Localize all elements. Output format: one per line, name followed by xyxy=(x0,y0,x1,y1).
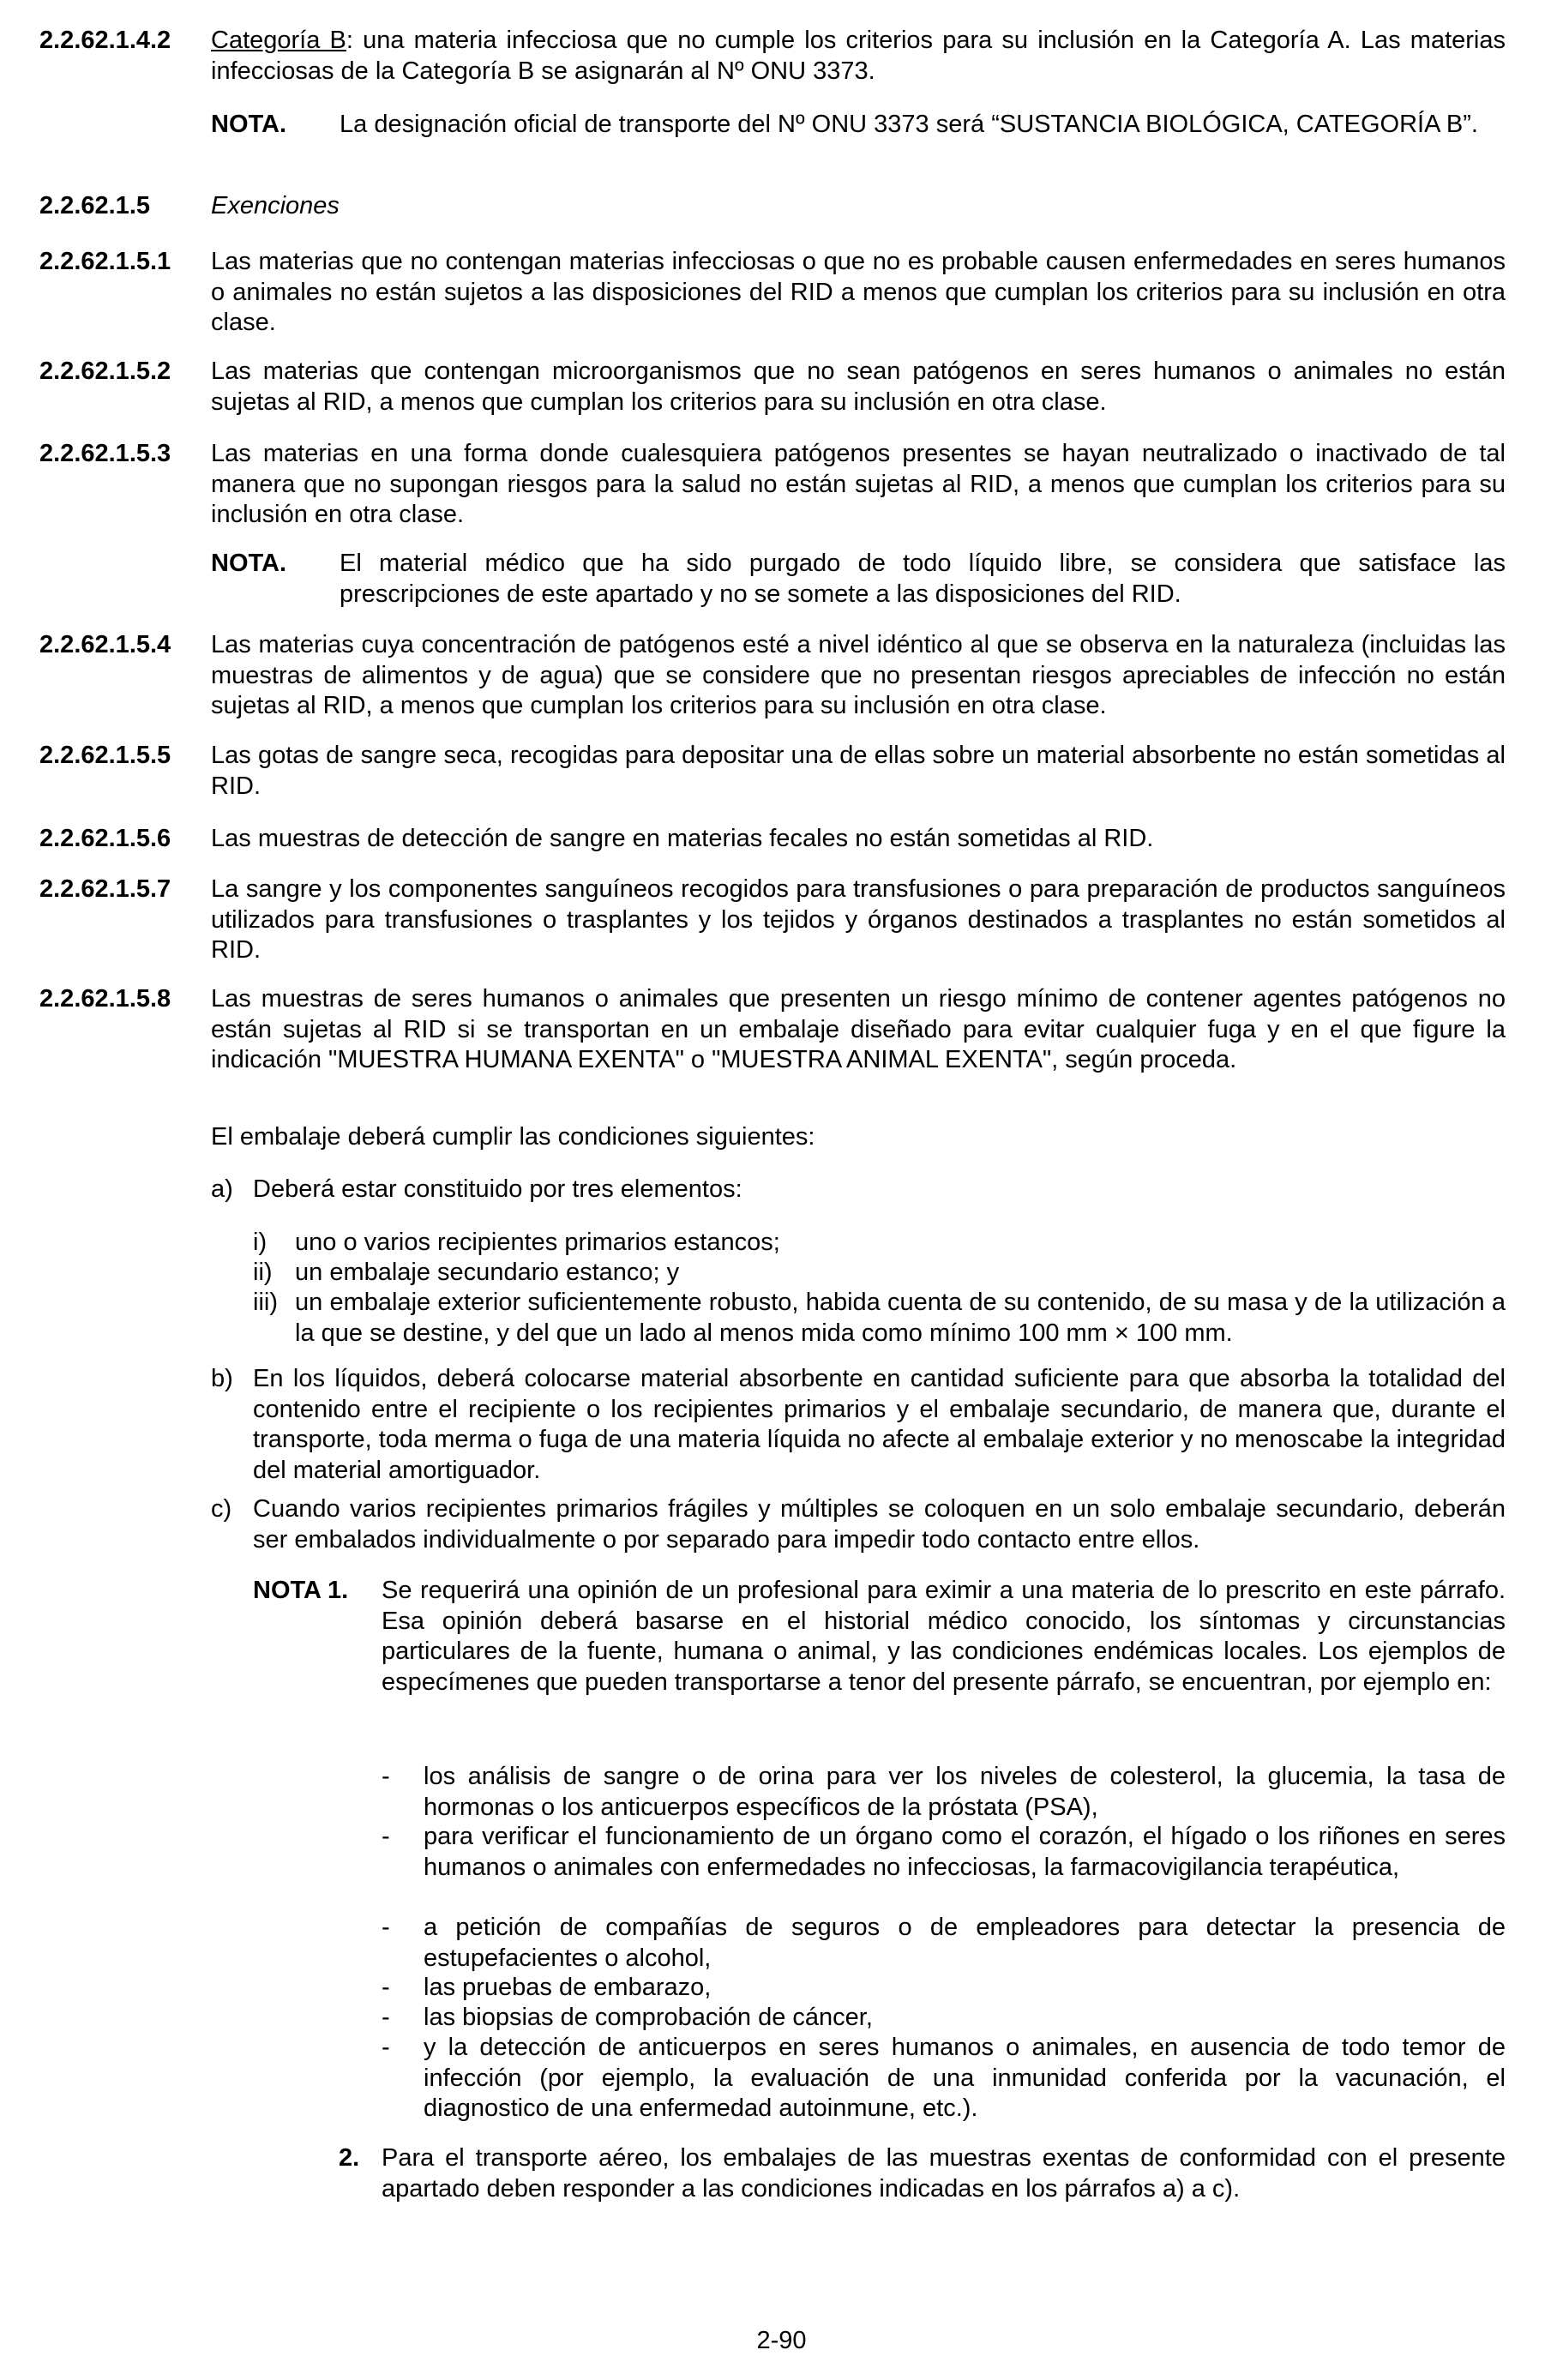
paragraph-number: 2.2.62.1.5.8 xyxy=(39,985,171,1013)
note-text: La designación oficial de transporte del Nº ONU 3373 será “SUSTANCIA BIOLÓGICA, CATEGORÍA B”. xyxy=(340,111,1478,138)
example-text: y la detección de anticuerpos en seres humanos o animales, en ausencia de todo temor de infección (por ejemplo, la evaluación de una inmunidad conferida por la vacunación, el diagnostico de una enfermedad autoinmune, etc.). xyxy=(424,2034,1506,2122)
note-text: El material médico que ha sido purgado de todo líquido libre, se considera que satisface las prescripciones de este apartado y no se somete a las disposiciones del RID. xyxy=(340,550,1506,608)
condition-text: En los líquidos, deberá colocarse material absorbente en cantidad suficiente para que absorba la totalidad del contenido entre el recipiente o los recipientes primarios y el embalaje secundario, de manera que, durante el transporte, toda merma o fuga de una materia líquida no afecte al embalaje exterior y no menoscabe la integridad del material amortiguador. xyxy=(253,1365,1506,1484)
example-text: para verificar el funcionamiento de un órgano como el corazón, el hígado o los riñones en seres humanos o animales con enfermedades no infecciosas, la farmacovigilancia terapéutica, xyxy=(424,1823,1506,1881)
condition-text: Deberá estar constituido por tres elementos: xyxy=(253,1175,742,1203)
dash-bullet: - xyxy=(382,1823,390,1850)
section-title: Exenciones xyxy=(211,192,340,219)
paragraph-number: 2.2.62.1.5.6 xyxy=(39,825,171,852)
page-number: 2-90 xyxy=(756,2327,807,2354)
paragraph-number: 2.2.62.1.5.1 xyxy=(39,248,171,275)
paragraph-text: Las materias en una forma donde cualesquiera patógenos presentes se hayan neutralizado o inactivado de tal manera que no supongan riesgos para la salud no están sujetas al RID, a menos que cumplan los criterios para su inclusión en otra clase. xyxy=(211,440,1506,528)
paragraph-number: 2.2.62.1.4.2 xyxy=(39,27,171,54)
section-number: 2.2.62.1.5 xyxy=(39,192,150,219)
paragraph-number: 2.2.62.1.5.7 xyxy=(39,875,171,903)
note-label: NOTA. xyxy=(211,550,287,577)
example-text: las pruebas de embarazo, xyxy=(424,1974,712,2001)
paragraph-number: 2.2.62.1.5.3 xyxy=(39,440,171,467)
subitem-text: uno o varios recipientes primarios estancos; xyxy=(295,1229,780,1256)
paragraph-text: Las materias que no contengan materias infecciosas o que no es probable causen enfermedades en seres humanos o animales no están sujetos a las disposiciones del RID a menos que cumplan los criterios para su inclusión en otra clase. xyxy=(211,248,1506,336)
paragraph-text: Categoría B: una materia infecciosa que no cumple los criterios para su inclusión en la Categoría A. Las materias infecciosas de la Categoría B se asignarán al Nº ONU 3373. xyxy=(211,27,1506,85)
note-text: Se requerirá una opinión de un profesional para eximir a una materia de lo prescrito en este párrafo. Esa opinión deberá basarse en el historial médico conocido, los síntomas y circunstancias particulares de la fuente, humana o animal, y las condiciones endémicas locales. Los ejemplos de especímenes que pueden transportarse a tenor del presente párrafo, se encuentran, por ejemplo en: xyxy=(382,1577,1506,1696)
paragraph-number: 2.2.62.1.5.4 xyxy=(39,631,171,658)
dash-bullet: - xyxy=(382,1974,390,2001)
subitem-number: iii) xyxy=(253,1289,278,1316)
packaging-intro: El embalaje deberá cumplir las condiciones siguientes: xyxy=(211,1123,815,1151)
condition-text: Cuando varios recipientes primarios frágiles y múltiples se coloquen en un solo embalaje secundario, deberán ser embalados individualmente o por separado para impedir todo contacto entre ellos. xyxy=(253,1495,1506,1554)
subitem-number: i) xyxy=(253,1229,268,1256)
paragraph-text: Las muestras de seres humanos o animales que presenten un riesgo mínimo de contener agentes patógenos no están sujetas al RID si se transportan en un embalaje diseñado para evitar cualquier fuga y en el que figure la indicación "MUESTRA HUMANA EXENTA" o "MUESTRA ANIMAL EXENTA", según proceda. xyxy=(211,985,1506,1073)
example-text: las biopsias de comprobación de cáncer, xyxy=(424,2004,873,2031)
note-text: Para el transporte aéreo, los embalajes de las muestras exentas de conformidad con el presente apartado deben responder a las condiciones indicadas en los párrafos a) a c). xyxy=(382,2144,1506,2203)
condition-letter: c) xyxy=(211,1495,232,1523)
paragraph-text: Las gotas de sangre seca, recogidas para depositar una de ellas sobre un material absorbente no están sometidas al RID. xyxy=(211,742,1506,800)
subitem-number: ii) xyxy=(253,1259,273,1286)
condition-letter: a) xyxy=(211,1175,233,1203)
paragraph-number: 2.2.62.1.5.2 xyxy=(39,358,171,385)
dash-bullet: - xyxy=(382,1914,390,1941)
condition-letter: b) xyxy=(211,1365,233,1392)
example-text: a petición de compañías de seguros o de empleadores para detectar la presencia de estupefacientes o alcohol, xyxy=(424,1914,1506,1972)
paragraph-text: Las materias que contengan microorganismos que no sean patógenos en seres humanos o animales no están sujetas al RID, a menos que cumplan los criterios para su inclusión en otra clase. xyxy=(211,358,1506,416)
paragraph-number: 2.2.62.1.5.5 xyxy=(39,742,171,769)
defined-term: Categoría B xyxy=(211,27,346,54)
dash-bullet: - xyxy=(382,2004,390,2031)
subitem-text: un embalaje exterior suficientemente robusto, habida cuenta de su contenido, de su masa y de la utilización a la que se destine, y del que un lado al menos mida como mínimo 100 mm × 100 mm. xyxy=(295,1289,1506,1347)
dash-bullet: - xyxy=(382,1763,390,1790)
subitem-text: un embalaje secundario estanco; y xyxy=(295,1259,680,1286)
dash-bullet: - xyxy=(382,2034,390,2061)
paragraph-text: Las materias cuya concentración de patógenos esté a nivel idéntico al que se observa en la naturaleza (incluidas las muestras de alimentos y de agua) que se considere que no presentan riesgos apreciables de infección no están sujetas al RID, a menos que cumplan los criterios para su inclusión en otra clase. xyxy=(211,631,1506,719)
note-label: NOTA. xyxy=(211,111,287,138)
note-label: 2. xyxy=(339,2144,360,2172)
note-label: NOTA 1. xyxy=(253,1577,349,1604)
paragraph-text: Las muestras de detección de sangre en materias fecales no están sometidas al RID. xyxy=(211,825,1154,852)
example-text: los análisis de sangre o de orina para ver los niveles de colesterol, la glucemia, la tasa de hormonas o los anticuerpos específicos de la próstata (PSA), xyxy=(424,1763,1506,1821)
paragraph-text: La sangre y los componentes sanguíneos recogidos para transfusiones o para preparación de productos sanguíneos utilizados para transfusiones o trasplantes y los tejidos y órganos destinados a trasplantes no están sometidos al RID. xyxy=(211,875,1506,964)
